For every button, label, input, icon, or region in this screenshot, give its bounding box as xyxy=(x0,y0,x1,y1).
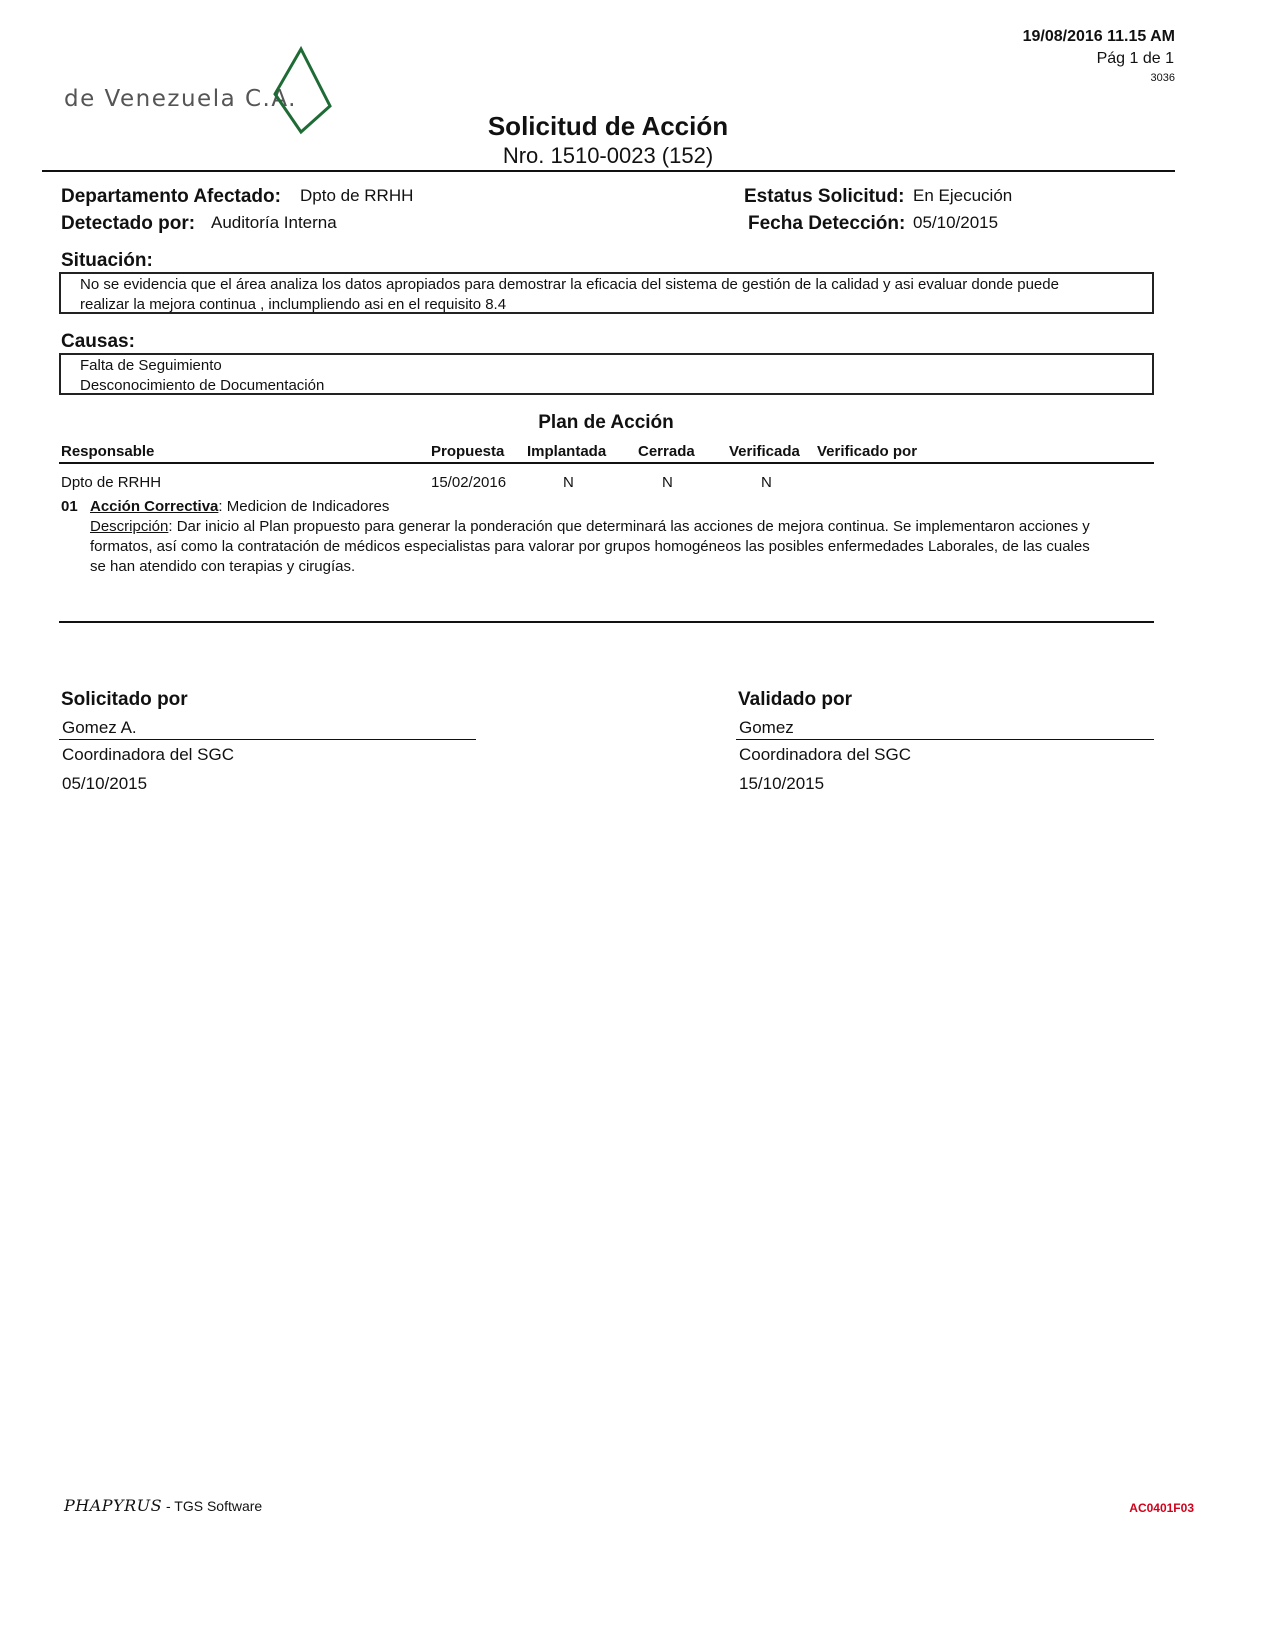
requested-by-label: Solicitado por xyxy=(61,689,188,710)
validated-by-role: Coordinadora del SGC xyxy=(739,745,911,764)
col-header-propuesta: Propuesta xyxy=(431,443,505,460)
action-type-value: : Medicion de Indicadores xyxy=(218,498,390,515)
header-divider xyxy=(42,170,1175,172)
validated-by-date: 15/10/2015 xyxy=(739,774,825,793)
requested-by-signature-line xyxy=(59,739,476,740)
plan-row-implantada: N xyxy=(563,474,574,491)
action-number: 01 xyxy=(61,498,78,515)
dept-value: Dpto de RRHH xyxy=(300,186,414,205)
plan-row-verificada: N xyxy=(761,474,772,491)
dept-label: Departamento Afectado: xyxy=(61,186,281,207)
detection-date-label: Fecha Detección: xyxy=(748,213,906,234)
status-label: Estatus Solicitud: xyxy=(744,186,905,207)
detected-label: Detectado por: xyxy=(61,213,196,234)
plan-row-propuesta: 15/02/2016 xyxy=(431,474,507,491)
description-label: Descripción xyxy=(90,518,169,535)
situation-text-line2: realizar la mejora continua , inclumpliendo asi en el requisito 8.4 xyxy=(80,296,507,313)
requested-by-name: Gomez A. xyxy=(62,718,137,737)
plan-title: Plan de Acción xyxy=(538,412,674,433)
form-code: AC0401F03 xyxy=(1129,1501,1194,1515)
plan-row-responsable: Dpto de RRHH xyxy=(61,474,162,491)
col-header-cerrada: Cerrada xyxy=(638,443,695,460)
description-line1 xyxy=(90,518,1090,535)
phapyrus-logo: PHAPYRUS xyxy=(64,1496,163,1515)
description-text: : Dar inicio al Plan propuesto para generar la ponderación que determinará las acciones de mejora continua. Se implementaron acciones y xyxy=(168,518,1090,535)
description-line3: se han atendido con terapias y cirugías. xyxy=(90,558,356,575)
detected-value: Auditoría Interna xyxy=(211,213,337,232)
document-code: 3036 xyxy=(1150,72,1175,84)
validated-by-signature-line xyxy=(736,739,1154,740)
plan-row-cerrada: N xyxy=(662,474,673,491)
requested-by-role: Coordinadora del SGC xyxy=(62,745,234,764)
action-type-label: Acción Correctiva xyxy=(90,498,219,515)
cause-item: Desconocimiento de Documentación xyxy=(80,377,325,394)
detection-date-value: 05/10/2015 xyxy=(913,213,999,232)
footer-brand xyxy=(64,1496,262,1515)
print-datetime: 19/08/2016 11.15 AM xyxy=(1022,28,1175,45)
col-header-implantada: Implantada xyxy=(527,443,607,460)
col-header-responsable: Responsable xyxy=(61,443,155,460)
validated-by-name: Gomez xyxy=(739,718,794,737)
causes-label: Causas: xyxy=(61,331,135,352)
col-header-verificada: Verificada xyxy=(729,443,800,460)
col-header-verificado-por: Verificado por xyxy=(817,443,918,460)
action-line xyxy=(90,498,389,515)
status-value: En Ejecución xyxy=(913,186,1013,205)
situation-label: Situación: xyxy=(61,250,153,271)
page-indicator: Pág 1 de 1 xyxy=(1096,50,1174,67)
plan-header-divider xyxy=(59,462,1154,464)
footer-software: - TGS Software xyxy=(162,1498,263,1514)
logo-text: de Venezuela C.A. xyxy=(64,86,297,112)
description-line2: formatos, así como la contratación de médicos especialistas para valorar por grupos homogéneos las posibles enfermedades Laborales, de las cuales xyxy=(90,538,1090,555)
requested-by-date: 05/10/2015 xyxy=(62,774,148,793)
document-title: Solicitud de Acción xyxy=(487,111,729,141)
document-number: Nro. 1510-0023 (152) xyxy=(502,143,714,168)
situation-text-line1: No se evidencia que el área analiza los datos apropiados para demostrar la eficacia del sistema de gestión de la calidad y asi evaluar donde puede xyxy=(80,276,1059,293)
cause-item: Falta de Seguimiento xyxy=(80,357,222,374)
validated-by-label: Validado por xyxy=(738,689,853,710)
plan-end-divider xyxy=(59,621,1154,623)
